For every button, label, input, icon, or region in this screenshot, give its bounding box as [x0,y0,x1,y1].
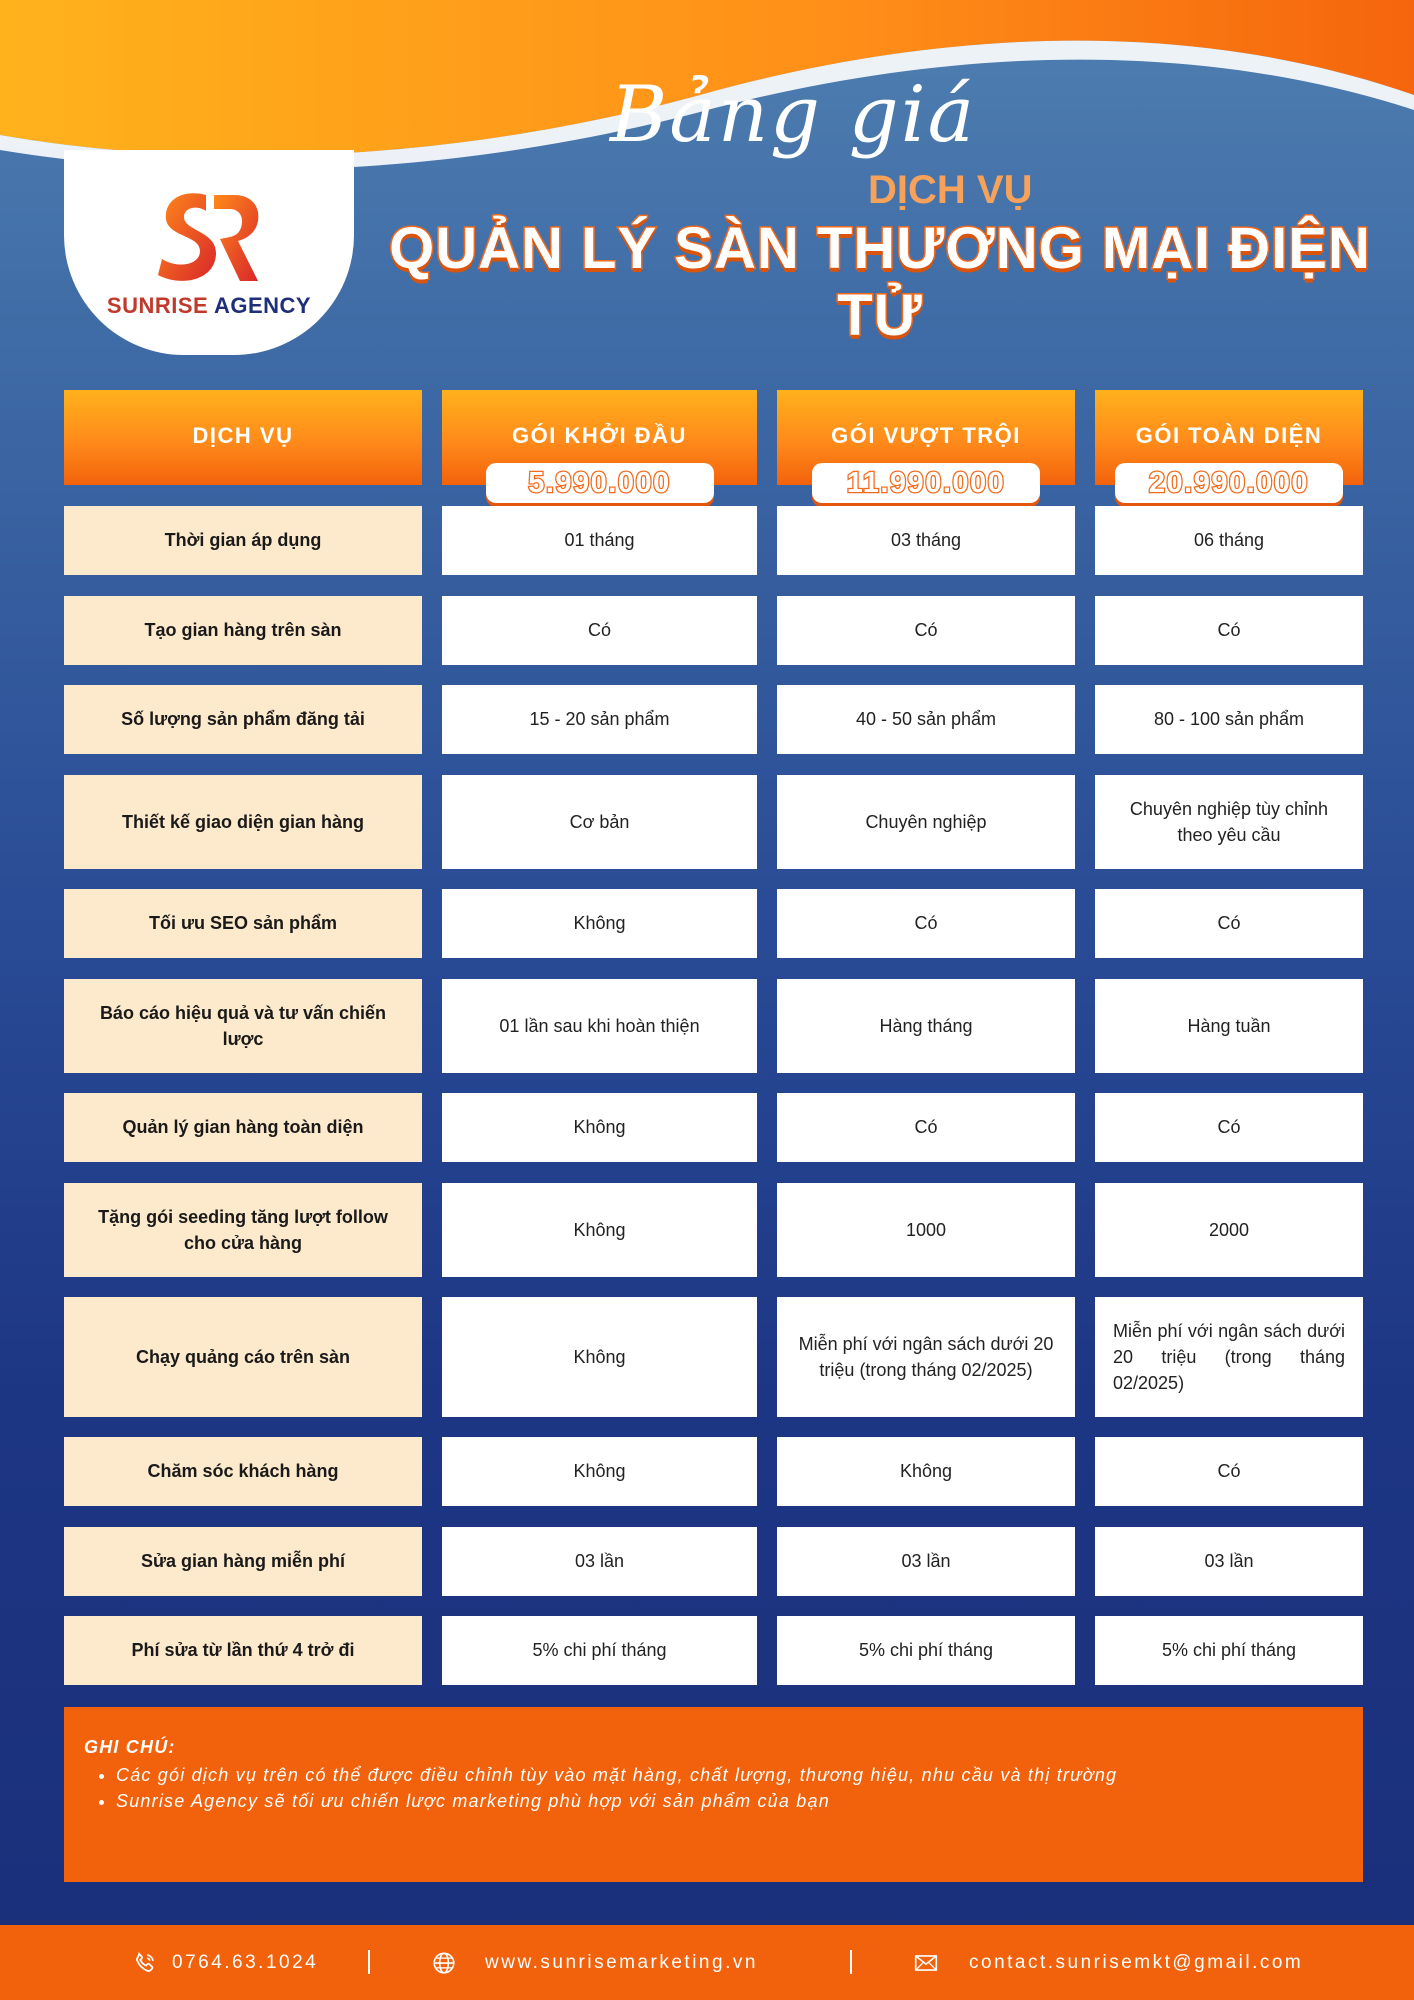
value-cell: Hàng tháng [777,979,1075,1073]
page-title: QUẢN LÝ SÀN THƯƠNG MẠI ĐIỆN TỬ [389,216,1371,348]
plan-price: 11.990.000 [812,463,1040,503]
service-header-label: DỊCH VỤ [192,423,294,448]
service-cell: Chạy quảng cáo trên sàn [64,1297,422,1417]
value-cell: 06 tháng [1095,506,1363,575]
footer-email-text: contact.sunrisemkt@gmail.com [969,1951,1304,1973]
plan-header-3 [1095,390,1363,499]
service-cell: Báo cáo hiệu quả và tư vấn chiến lược [64,979,422,1073]
value-cell: 40 - 50 sản phẩm [777,685,1075,754]
brand-name-part1: SUNRISE [106,292,209,318]
value-cell: Có [1095,1437,1363,1506]
brand-name [107,293,311,319]
value-cell: Có [442,596,757,665]
footer-divider [850,1950,852,1974]
plan-price: 20.990.000 [1115,463,1343,503]
value-cell: Không [442,1297,757,1417]
footer-divider [368,1950,370,1974]
value-cell: Không [442,1093,757,1162]
service-cell: Thời gian áp dụng [64,506,422,575]
brand-name-part2: AGENCY [213,292,312,318]
service-cell: Tặng gói seeding tăng lượt follow cho cửa hàng [64,1183,422,1277]
plan-header-1 [442,390,757,499]
value-cell: Có [777,1093,1075,1162]
logo-card [64,150,354,355]
note-list [84,1762,1343,1814]
value-cell: Chuyên nghiệp tùy chỉnh theo yêu cầu [1095,775,1363,869]
value-cell: 80 - 100 sản phẩm [1095,685,1363,754]
value-cell: 01 tháng [442,506,757,575]
footer-phone[interactable] [132,1925,318,2000]
value-cell: 5% chi phí tháng [777,1616,1075,1685]
value-cell: 03 tháng [777,506,1075,575]
value-cell: Miễn phí với ngân sách dưới 20 triệu (trong tháng 02/2025) [777,1297,1075,1417]
note-item: • Các gói dịch vụ trên có thể được điều chỉnh tùy vào mặt hàng, chất lượng, thương hiệu, nhu cầu và thị trường [116,1762,1343,1788]
value-cell: Không [442,1437,757,1506]
note-box [64,1707,1363,1882]
note-item: • Sunrise Agency sẽ tối ưu chiến lược marketing phù hợp với sản phẩm của bạn [116,1788,1343,1814]
footer-phone-text: 0764.63.1024 [172,1951,319,1973]
service-cell: Chăm sóc khách hàng [64,1437,422,1506]
service-cell: Phí sửa từ lần thứ 4 trở đi [64,1616,422,1685]
plan-name: GÓI VƯỢT TRỘI [831,423,1021,448]
service-cell: Thiết kế giao diện gian hàng [64,775,422,869]
value-cell: 03 lần [1095,1527,1363,1596]
footer-website[interactable] [431,1925,758,2000]
value-cell: Hàng tuần [1095,979,1363,1073]
value-cell: Không [442,889,757,958]
value-cell: Có [777,596,1075,665]
value-cell: Có [1095,1093,1363,1162]
value-cell: 1000 [777,1183,1075,1277]
service-cell: Tạo gian hàng trên sàn [64,596,422,665]
service-cell: Tối ưu SEO sản phẩm [64,889,422,958]
value-cell: Miễn phí với ngân sách dưới 20 triệu (trong tháng 02/2025) [1095,1297,1363,1417]
phone-icon [132,1950,158,1976]
value-cell: 5% chi phí tháng [442,1616,757,1685]
value-cell: Có [1095,596,1363,665]
plan-name: GÓI KHỞI ĐẦU [512,423,687,448]
sunrise-logo-icon [154,187,264,287]
value-cell: Chuyên nghiệp [777,775,1075,869]
value-cell: Không [442,1183,757,1277]
value-cell: 03 lần [442,1527,757,1596]
value-cell: 15 - 20 sản phẩm [442,685,757,754]
service-column-header [64,390,422,485]
value-cell: 2000 [1095,1183,1363,1277]
value-cell: Có [777,889,1075,958]
value-cell: Cơ bản [442,775,757,869]
note-title: GHI CHÚ: [84,1737,176,1757]
globe-icon [431,1950,457,1976]
value-cell: 03 lần [777,1527,1075,1596]
footer [0,1925,1414,2000]
title-script: Bảng giá [610,70,977,160]
value-cell: Có [1095,889,1363,958]
title-small: DỊCH VỤ [868,168,1033,212]
mail-icon [913,1950,939,1976]
value-cell: 01 lần sau khi hoàn thiện [442,979,757,1073]
service-cell: Quản lý gian hàng toàn diện [64,1093,422,1162]
service-cell: Số lượng sản phẩm đăng tải [64,685,422,754]
plan-price: 5.990.000 [486,463,714,503]
plan-name: GÓI TOÀN DIỆN [1135,423,1323,448]
value-cell: Không [777,1437,1075,1506]
footer-website-text: www.sunrisemarketing.vn [485,1951,758,1973]
plan-header-2 [777,390,1075,499]
service-cell: Sửa gian hàng miễn phí [64,1527,422,1596]
footer-email[interactable] [913,1925,1303,2000]
value-cell: 5% chi phí tháng [1095,1616,1363,1685]
